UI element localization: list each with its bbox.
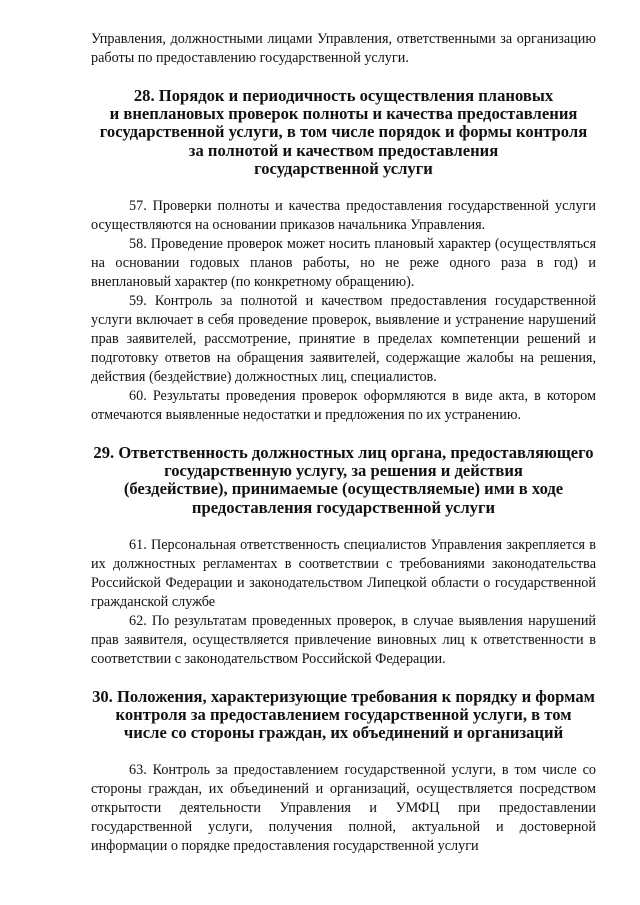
paragraph-62: 62. По результатам проведенных проверок, в случае выявления нарушений прав заявителя, осуществляется привлечение виновных лиц к ответственности в соответствии с законодательством Российской Федерации. [91, 612, 596, 667]
heading-line: контроля за предоставлением государственной услуги, в том [115, 705, 572, 725]
paragraph-63: 63. Контроль за предоставлением государственной услуги, в том числе со стороны граждан, их объединений и организаций, осуществляется посредством открытости деятельности Управления и УМФЦ при предоставлении государственной услуги, получения полной, актуальной и достоверной информации о порядке предоставления государственной услуги [91, 762, 596, 855]
heading-line: и внеплановых проверок полноты и качества предоставления [109, 104, 578, 124]
section-29-heading [91, 444, 596, 517]
intro-paragraph: Управления, должностными лицами Управления, ответственными за организацию работы по предоставлению государственной услуги. [91, 31, 596, 66]
heading-line: 30. Положения, характеризующие требования к порядку и формам [92, 686, 595, 706]
heading-line: числе со стороны граждан, их объединений и организаций [123, 723, 564, 743]
paragraph-57: 57. Проверки полноты и качества предоставления государственной услуги осуществляются на основании приказов начальника Управления. [91, 198, 596, 234]
heading-line: за полнотой и качеством предоставления [188, 140, 499, 160]
heading-line: 29. Ответственность должностных лиц органа, предоставляющего [93, 443, 594, 463]
section-30-heading [91, 688, 596, 743]
heading-line: государственной услуги, в том числе порядок и формы контроля [99, 122, 588, 142]
section-28-heading [91, 87, 596, 178]
paragraph-60: 60. Результаты проведения проверок оформляются в виде акта, в котором отмечаются выявленные недостатки и предложения по их устранению. [91, 388, 596, 424]
heading-line: 28. Порядок и периодичность осуществления плановых [133, 86, 554, 105]
heading-line: государственной услуги [254, 158, 433, 178]
paragraph-61: 61. Персональная ответственность специалистов Управления закрепляется в их должностных регламентах в соответствии с требованиями законодательства Российской Федерации и законодательством Липецкой области о государственной гражданской службе [91, 536, 596, 610]
heading-line: государственную услугу, за решения и действия [164, 461, 523, 481]
heading-line: предоставления государственной услуги [191, 497, 496, 517]
paragraph-58: 58. Проведение проверок может носить плановый характер (осуществляться на основании годовых планов работы, но не реже одного раза в год) и внеплановый характер (по конкретному обращению). [91, 236, 596, 291]
heading-line: (бездействие), принимаемые (осуществляемые) ими в ходе [123, 479, 564, 499]
paragraph-59: 59. Контроль за полнотой и качеством предоставления государственной услуги включает в себя проведение проверок, выявление и устранение нарушений прав заявителей, рассмотрение, принятие в пределах компетенции решений и подготовку ответов на обращения заявителей, содержащие жалобы на решения, действия (бездействие) должностных лиц, специалистов. [91, 293, 596, 386]
document-page [91, 30, 596, 856]
